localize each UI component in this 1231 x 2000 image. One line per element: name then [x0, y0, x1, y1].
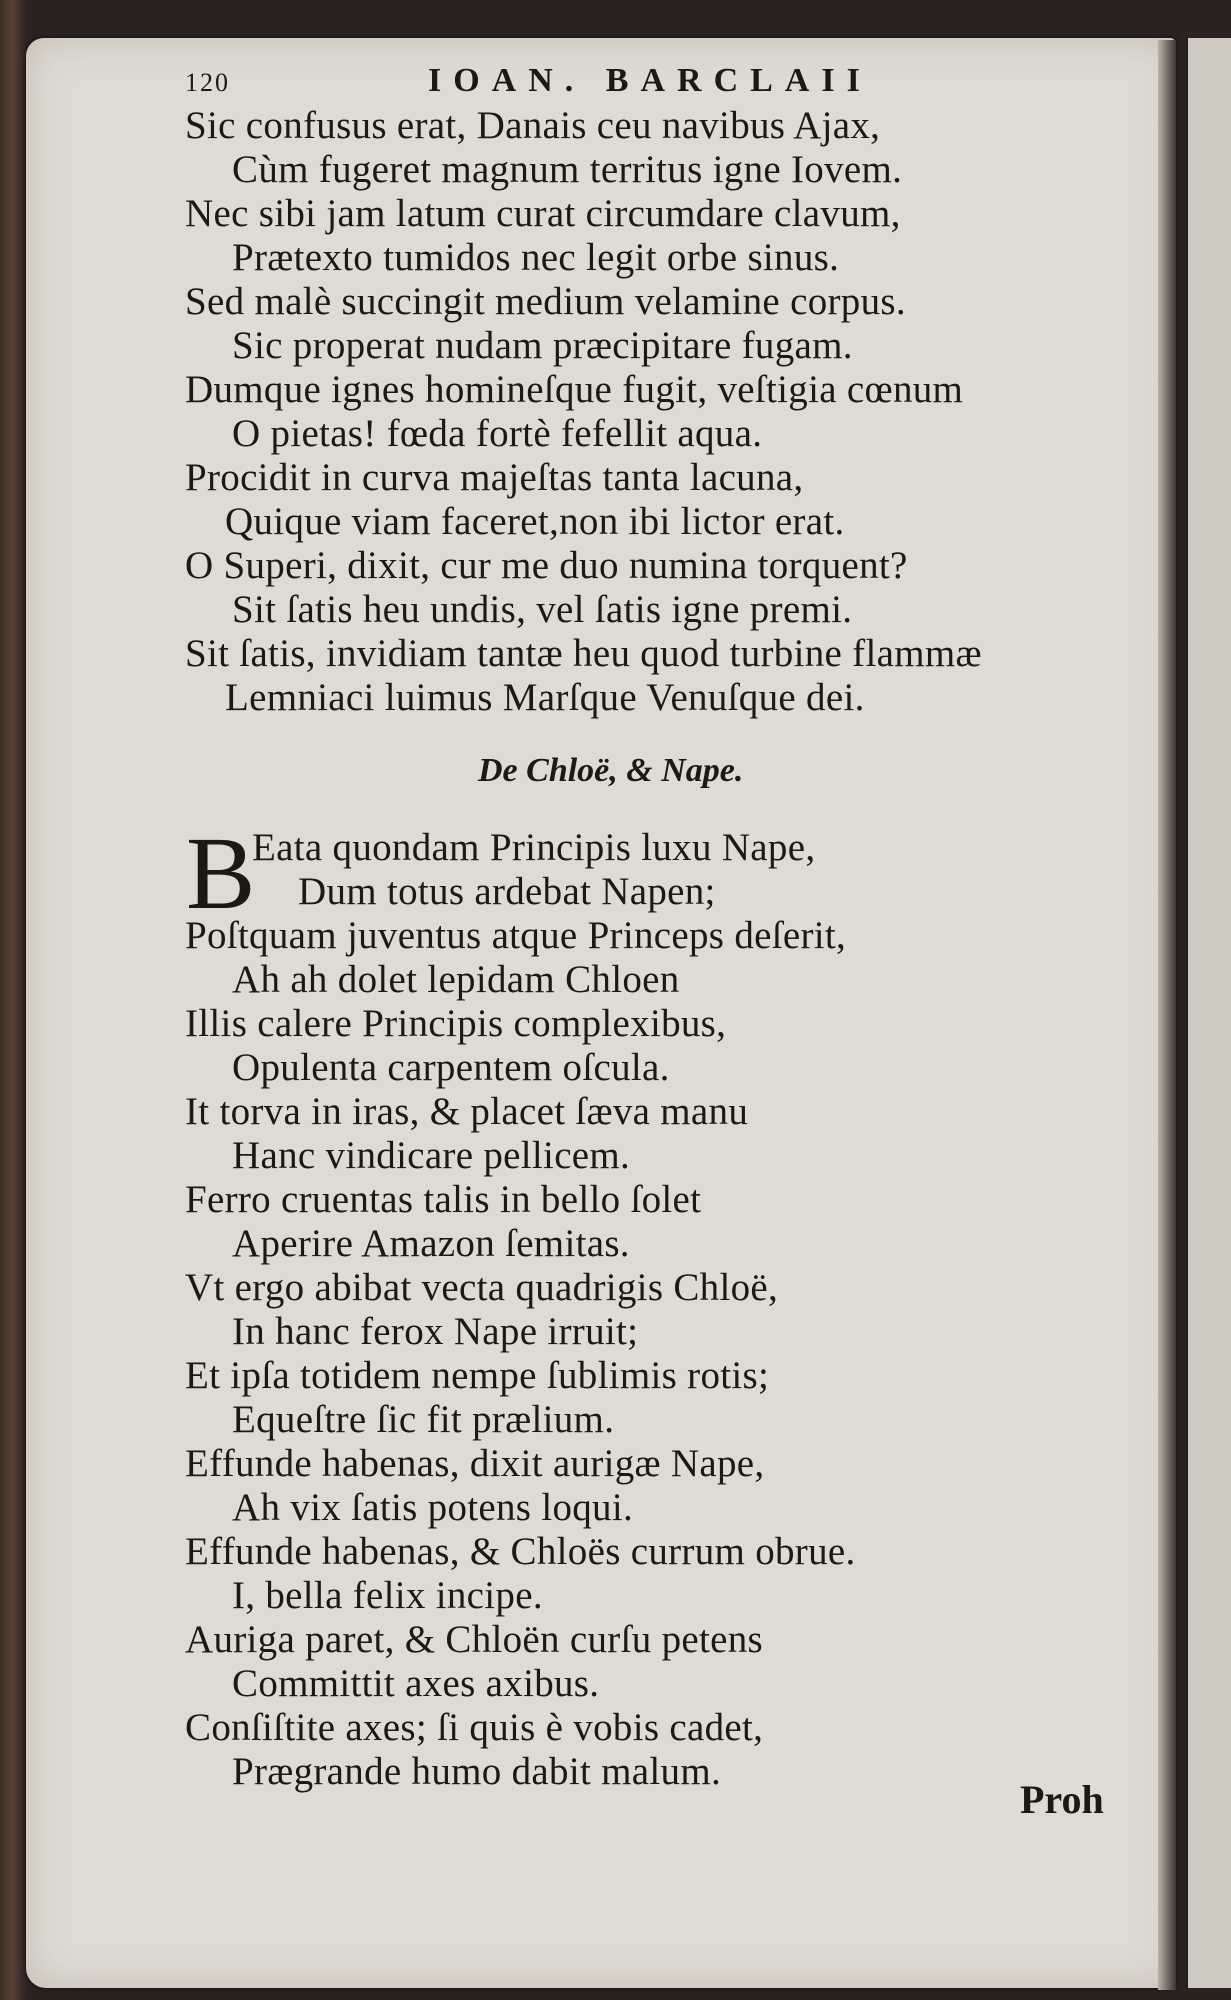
poem-line: Dum totus ardebat Napen; — [298, 870, 716, 913]
poem-line: In hanc ferox Nape irruit; — [232, 1310, 639, 1353]
page-number: 120 — [185, 68, 230, 97]
poem-line: Ferro cruentas talis in bello ſolet — [185, 1178, 702, 1221]
poem-line: Poſtquam juventus atque Princeps deſerit, — [185, 914, 847, 957]
poem-line: Cùm fugeret magnum territus igne Iovem. — [232, 148, 903, 191]
poem-line: Conſiſtite axes; ſi quis è vobis cadet, — [185, 1706, 764, 1749]
poem-line: Equeſtre ſic fit prælium. — [232, 1398, 615, 1441]
poem-line: Lemniaci luimus Marſque Venuſque dei. — [225, 676, 865, 719]
poem-line: Vt ergo abibat vecta quadrigis Chloë, — [185, 1266, 779, 1309]
poem-line: Aperire Amazon ſemitas. — [232, 1222, 630, 1265]
poem-line: Sic properat nudam præcipitare fugam. — [232, 324, 853, 367]
running-head: IOAN. BARCLAII — [428, 62, 872, 99]
poem-line: Hanc vindicare pellicem. — [232, 1134, 631, 1177]
poem-line: Sic confusus erat, Danais ceu navibus Ajax, — [185, 104, 881, 147]
poem-line: Eata quondam Principis luxu Nape, — [252, 826, 816, 869]
poem-line: O Superi, dixit, cur me duo numina torquent? — [185, 544, 908, 587]
poem-line: Prætexto tumidos nec legit orbe sinus. — [232, 236, 840, 279]
poem-line: It torva in iras, & placet ſæva manu — [185, 1090, 749, 1133]
poem-line: Prægrande humo dabit malum. — [232, 1750, 722, 1793]
poem-line: Ah vix ſatis potens loqui. — [232, 1486, 634, 1529]
poem-line: Committit axes axibus. — [232, 1662, 600, 1705]
poem-line: Et ipſa totidem nempe ſublimis rotis; — [185, 1354, 770, 1397]
poem-line: Procidit in curva majeſtas tanta lacuna, — [185, 456, 804, 499]
poem-line: Sit ſatis, invidiam tantæ heu quod turbine flammæ — [185, 632, 982, 675]
poem-line: Auriga paret, & Chloën curſu petens — [185, 1618, 763, 1661]
poem-line: Effunde habenas, & Chloës currum obrue. — [185, 1530, 856, 1573]
poem-line: Nec sibi jam latum curat circumdare clavum, — [185, 192, 901, 235]
drop-capital: B — [186, 816, 256, 931]
poem-line: Dumque ignes homineſque fugit, veſtigia cœnum — [185, 368, 964, 411]
poem-line: Effunde habenas, dixit aurigæ Nape, — [185, 1442, 765, 1485]
poem-line: Sed malè succingit medium velamine corpus. — [185, 280, 906, 323]
poem-line: Ah ah dolet lepidam Chloen — [232, 958, 680, 1001]
poem-line: O pietas! fœda fortè fefellit aqua. — [232, 412, 763, 455]
poem-line: Quique viam faceret,non ibi lictor erat. — [225, 500, 845, 543]
poem-line: Illis calere Principis complexibus, — [185, 1002, 727, 1045]
poem-title: De Chloë, & Nape. — [478, 752, 744, 789]
poem-line: Sit ſatis heu undis, vel ſatis igne premi. — [232, 588, 853, 631]
catchword: Proh — [1020, 1777, 1104, 1822]
poem-line: Opulenta carpentem oſcula. — [232, 1046, 670, 1089]
poem-line: I, bella felix incipe. — [232, 1574, 543, 1617]
